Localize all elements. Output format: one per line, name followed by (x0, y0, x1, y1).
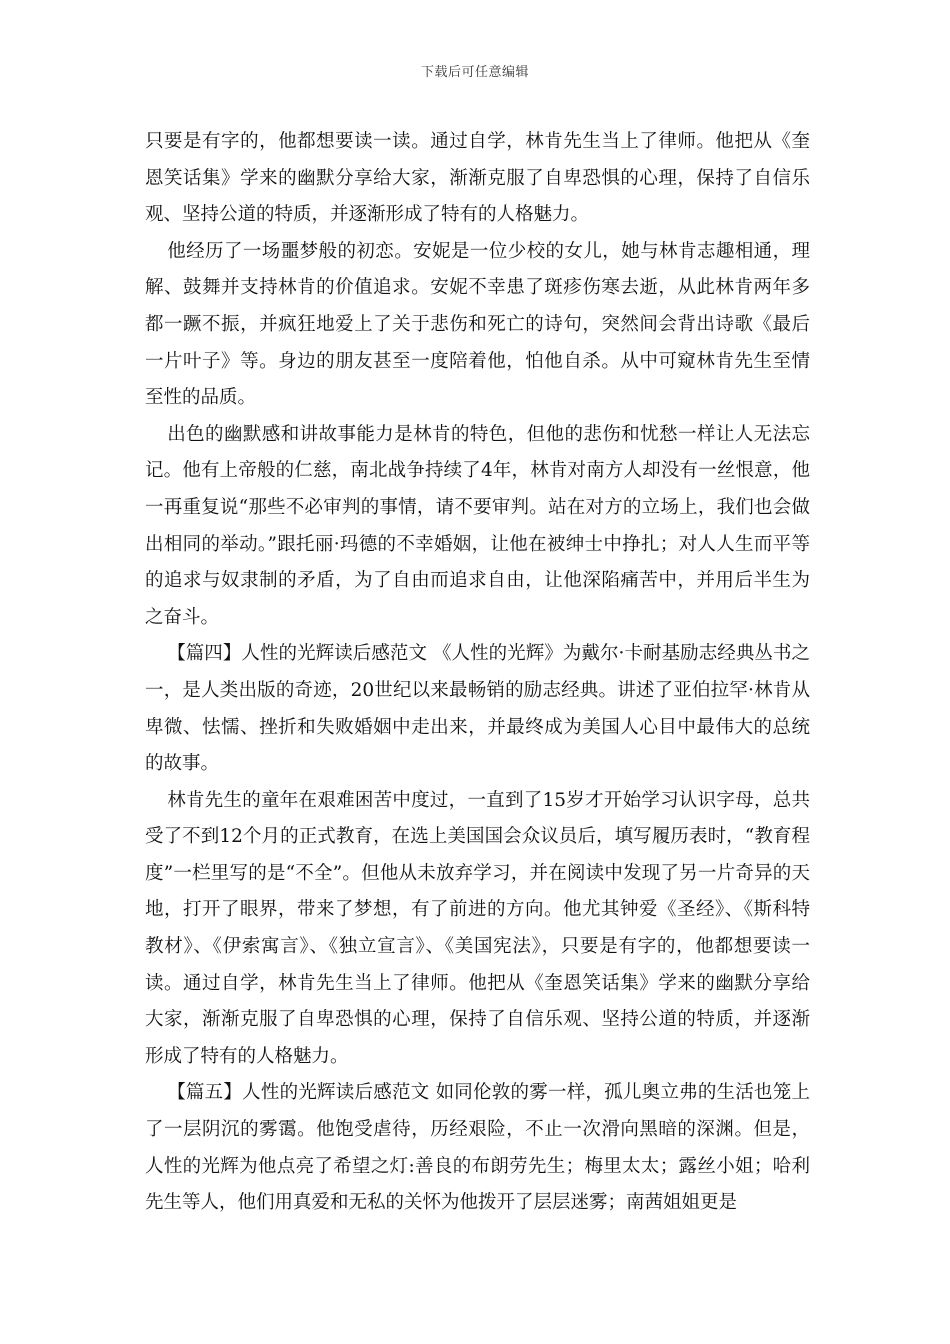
paragraph-5: 林肯先生的童年在艰难困苦中度过，一直到了15岁才开始学习认识字母，总共受了不到12个月的正式教育，在选上美国国会众议员后，填写履历表时，“教育程度”一栏里写的是“不全”。但他从未放弃学习，并在阅读中发现了另一片奇异的天地，打开了眼界，带来了梦想，有了前进的方向。他尤其钟爱《圣经》、《斯科特教材》、《伊索寓言》、《独立宣言》、《美国宪法》，只要是有字的，他都想要读一读。通过自学，林肯先生当上了律师。他把从《奎恩笑话集》学来的幽默分享给大家，渐渐克服了自卑恐惧的心理，保持了自信乐观、坚持公道的特质，并逐渐形成了特有的人格魅力。 (145, 789, 810, 1067)
document-body (145, 124, 810, 1222)
page-header: 下载后可任意编辑 (420, 65, 529, 80)
paragraph-2: 他经历了一场噩梦般的初恋。安妮是一位少校的女儿，她与林肯志趣相通，理解、鼓舞并支持林肯的价值追求。安妮不幸患了斑疹伤寒去逝，从此林肯两年多都一蹶不振，并疯狂地爱上了关于悲伤和死亡的诗句，突然间会背出诗歌《最后一片叶子》等。身边的朋友甚至一度陪着他，怕他自杀。从中可窥林肯先生至情至性的品质。 (145, 240, 810, 409)
paragraph-4: 【篇四】人性的光辉读后感范文 《人性的光辉》为戴尔·卡耐基励志经典丛书之一，是人类出版的奇迹，20世纪以来最畅销的励志经典。讲述了亚伯拉罕·林肯从卑微、怯懦、挫折和失败婚姻中走出来，并最终成为美国人心目中最伟大的总统的故事。 (145, 643, 810, 775)
paragraph-6: 【篇五】人性的光辉读后感范文 如同伦敦的雾一样，孤儿奥立弗的生活也笼上了一层阴沉的雾霭。他饱受虐待，历经艰险，不止一次滑向黑暗的深渊。但是，人性的光辉为他点亮了希望之灯:善良的布朗劳先生；梅里太太；露丝小姐；哈利先生等人，他们用真爱和无私的关怀为他拨开了层层迷雾；南茜姐姐更是 (145, 1082, 810, 1214)
paragraph-3: 出色的幽默感和讲故事能力是林肯的特色，但他的悲伤和忧愁一样让人无法忘记。他有上帝般的仁慈，南北战争持续了4年，林肯对南方人却没有一丝恨意，他一再重复说“那些不必审判的事情，请不要审判。站在对方的立场上，我们也会做出相同的举动。”跟托丽·玛德的不幸婚姻，让他在被绅士中挣扎；对人人生而平等的追求与奴隶制的矛盾，为了自由而追求自由，让他深陷痛苦中，并用后半生为之奋斗。 (145, 423, 810, 628)
paragraph-1: 只要是有字的，他都想要读一读。通过自学，林肯先生当上了律师。他把从《奎恩笑话集》学来的幽默分享给大家，渐渐克服了自卑恐惧的心理，保持了自信乐观、坚持公道的特质，并逐渐形成了特有的人格魅力。 (145, 131, 810, 226)
